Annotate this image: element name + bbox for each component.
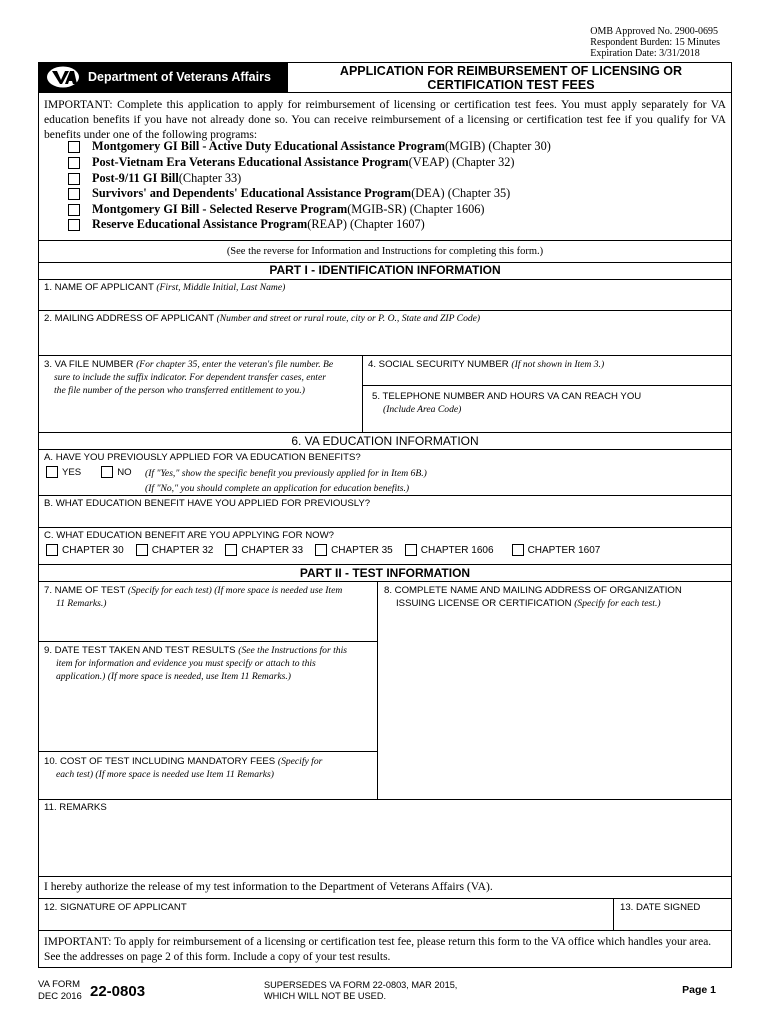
test-date-results-field[interactable] [40,686,374,749]
program-checkbox[interactable] [68,204,80,216]
agency-header [38,62,288,92]
divider [38,495,732,496]
part2-heading: PART II - TEST INFORMATION [299,566,471,580]
program-detail: (MGIB-SR) (Chapter 1606) [347,202,485,216]
item4-title: 4. SOCIAL SECURITY NUMBER [368,359,509,370]
program-checkbox[interactable] [68,188,80,200]
form-title [290,64,732,92]
divider [377,581,378,799]
divider [362,385,732,386]
part6-heading: 6. VA EDUCATION INFORMATION [291,434,479,448]
item8-title: 8. COMPLETE NAME AND MAILING ADDRESS OF ORGANIZATION [384,585,682,596]
item9-hint: application.) (If more space is needed, use Item 11 Remarks.) [56,671,291,682]
item7-label [44,584,374,610]
program-checkbox[interactable] [68,157,80,169]
program-detail: (DEA) (Chapter 35) [411,186,511,200]
item1-label [44,281,285,294]
item9-title: 9. DATE TEST TAKEN AND TEST RESULTS [44,645,236,656]
omb-burden: Respondent Burden: 15 Minutes [590,37,720,48]
chapter-30-label: CHAPTER 30 [62,544,124,556]
program-detail: (Chapter 33) [178,171,242,185]
program-name: Montgomery GI Bill - Active Duty Educational Assistance Program [92,139,445,153]
divider [38,876,732,877]
return-instructions [44,935,728,965]
no-checkbox[interactable] [101,466,113,478]
chapter-32-checkbox[interactable] [136,544,148,556]
chapter-35-checkbox[interactable] [315,544,327,556]
form-date: DEC 2016 [38,991,82,1002]
telephone-field[interactable] [364,417,730,431]
supersedes-note [264,980,457,1002]
item1-hint: (First, Middle Initial, Last Name) [156,282,286,293]
item11-label: 11. REMARKS [44,802,107,813]
item9-hint: (See the Instructions for this [238,645,347,656]
program-detail: (REAP) (Chapter 1607) [307,217,425,231]
program-checkbox[interactable] [68,219,80,231]
no-label: NO [117,466,132,478]
item6c-label: C. WHAT EDUCATION BENEFIT ARE YOU APPLYING FOR NOW? [44,530,334,541]
program-option[interactable] [68,217,425,232]
see-reverse-note: (See the reverse for Information and Instructions for completing this form.) [226,246,544,257]
omb-expiration: Expiration Date: 3/31/2018 [590,48,700,59]
va-file-number-field[interactable] [40,398,360,428]
divider [38,751,377,752]
test-cost-field[interactable] [40,783,374,797]
chapter-1607-option[interactable] [512,544,601,556]
item2-title: 2. MAILING ADDRESS OF APPLICANT [44,313,214,324]
item9-hint: item for information and evidence you must specify or attach to this [56,658,316,669]
program-option[interactable] [68,155,515,170]
va-form-label: VA FORM [38,979,81,990]
chapter-30-checkbox[interactable] [46,544,58,556]
mailing-address-field[interactable] [40,326,730,354]
form-number: 22-0803 [90,983,146,1000]
chapter-33-label: CHAPTER 33 [241,544,304,556]
chapter-1607-label: CHAPTER 1607 [527,544,601,556]
item10-label [44,755,374,781]
organization-address-field[interactable] [380,614,730,796]
supersedes-line: WHICH WILL NOT BE USED. [264,991,387,1001]
item10-hint: (Specify for [277,756,323,767]
item5-hint: (Include Area Code) [383,404,462,415]
previous-benefit-field[interactable] [40,511,730,526]
program-checkbox[interactable] [68,173,80,185]
divider [38,641,377,642]
return-instructions-line: See the addresses on page 2 of this form. Include a copy of your test results. [44,951,391,963]
chapter-33-checkbox[interactable] [225,544,237,556]
item5-label [372,390,641,416]
form-id [38,979,82,1003]
program-name: Post-Vietnam Era Veterans Educational Assistance Program [92,155,409,169]
chapter-32-label: CHAPTER 32 [151,544,214,556]
yes-checkbox[interactable] [46,466,58,478]
program-option[interactable] [68,171,241,186]
item7-hint: (Specify for each test) (If more space is needed use Item [127,585,343,596]
applicant-name-field[interactable] [40,294,730,310]
divider [38,310,732,311]
item10-title: 10. COST OF TEST INCLUDING MANDATORY FEES [44,756,276,767]
program-option[interactable] [68,202,485,217]
item7-hint: 11 Remarks.) [56,598,107,609]
program-name: Montgomery GI Bill - Selected Reserve Program [92,202,348,216]
remarks-field[interactable] [40,815,730,875]
item6a-label: A. HAVE YOU PREVIOUSLY APPLIED FOR VA EDUCATION BENEFITS? [44,452,361,463]
item10-hint: each test) (If more space is needed use Item 11 Remarks) [56,769,274,780]
divider [38,527,732,528]
omb-approved: OMB Approved No. 2900-0695 [590,26,719,37]
yes-label: YES [62,466,82,478]
item3-hint: (For chapter 35, enter the veteran's file number. Be [136,359,334,370]
divider [38,92,732,93]
item8-hint: (Specify for each test.) [574,598,661,609]
program-name: Reserve Educational Assistance Program [92,217,308,231]
program-name: Post-9/11 GI Bill [92,171,179,185]
supersedes-line: SUPERSEDES VA FORM 22-0803, MAR 2015, [264,980,458,990]
divider [38,355,732,356]
part1-heading: PART I - IDENTIFICATION INFORMATION [269,263,501,277]
item3-hint: the file number of the person who transferred entitlement to you.) [54,385,305,396]
chapter-35-label: CHAPTER 35 [331,544,393,556]
divider [38,279,732,280]
divider [38,898,732,899]
divider [38,240,732,241]
chapter-1606-option[interactable] [405,544,494,556]
divider [38,432,732,433]
item7-title: 7. NAME OF TEST [44,585,126,596]
omb-block [590,26,720,59]
item3-label [44,358,364,397]
va-seal-icon [46,66,80,88]
no-option[interactable] [101,466,131,478]
return-instructions-line: IMPORTANT: To apply for reimbursement of a licensing or certification test fee, please return this form to the VA office which handles your area. [44,936,712,948]
important-notice: IMPORTANT: Complete this application to apply for reimbursement of licensing or certification test fees. You must apply separately for VA education benefits if you have not already done so. You can receive reimbursement of a licensing or certification test fee if you qualify for VA benefits under one of the following programs: [44,98,726,141]
divider [613,898,614,930]
form-title-line1: APPLICATION FOR REIMBURSEMENT OF LICENSING OR [339,64,683,78]
chapter-1606-label: CHAPTER 1606 [420,544,494,556]
program-name: Survivors' and Dependents' Educational Assistance Program [92,186,412,200]
item8-title: ISSUING LICENSE OR CERTIFICATION [396,598,572,609]
divider [38,564,732,565]
yes-option[interactable] [46,466,81,478]
item2-label [44,312,480,325]
page-number: Page 1 [682,984,716,996]
item13-label: 13. DATE SIGNED [620,902,701,913]
chapter-1607-checkbox[interactable] [512,544,524,556]
ssn-field[interactable] [364,371,730,384]
program-option[interactable] [68,186,510,201]
chapter-33-option[interactable] [225,544,303,556]
program-option[interactable] [68,139,551,154]
test-name-field[interactable] [40,612,374,640]
agency-name: Department of Veterans Affairs [88,70,271,84]
divider [38,449,732,450]
item4-hint: (If not shown in Item 3.) [511,359,605,370]
item3-hint: sure to include the suffix indicator. For dependent transfer cases, enter [54,372,326,383]
item6a-hint-no: (If "No," you should complete an application for education benefits.) [145,483,410,494]
item12-label: 12. SIGNATURE OF APPLICANT [44,902,187,913]
item3-title: 3. VA FILE NUMBER [44,359,134,370]
form-title-line2: CERTIFICATION TEST FEES [427,78,595,92]
divider [362,355,363,432]
chapter-30-option[interactable] [46,544,124,556]
chapter-1606-checkbox[interactable] [405,544,417,556]
divider [38,930,732,931]
item9-label [44,644,374,683]
item2-hint: (Number and street or rural route, city or P. O., State and ZIP Code) [216,313,481,324]
signature-field[interactable] [40,914,610,928]
item6a-hint-yes: (If "Yes," show the specific benefit you previously applied for in Item 6B.) [145,468,427,479]
divider [38,581,732,582]
chapter-32-option[interactable] [136,544,214,556]
item8-label [384,584,729,610]
item4-label [368,358,604,371]
date-signed-field[interactable] [616,914,730,928]
program-checkbox[interactable] [68,141,80,153]
prior-applied-options [46,466,146,478]
item5-title: 5. TELEPHONE NUMBER AND HOURS VA CAN REACH YOU [372,391,642,402]
divider [38,799,732,800]
program-detail: (VEAP) (Chapter 32) [408,155,515,169]
item6b-label: B. WHAT EDUCATION BENEFIT HAVE YOU APPLIED FOR PREVIOUSLY? [44,498,371,509]
chapter-35-option[interactable] [315,544,393,556]
chapter-options [46,544,614,556]
program-detail: (MGIB) (Chapter 30) [444,139,551,153]
authorization-statement: I hereby authorize the release of my test information to the Department of Veterans Affairs (VA). [44,880,493,893]
item1-title: 1. NAME OF APPLICANT [44,282,154,293]
